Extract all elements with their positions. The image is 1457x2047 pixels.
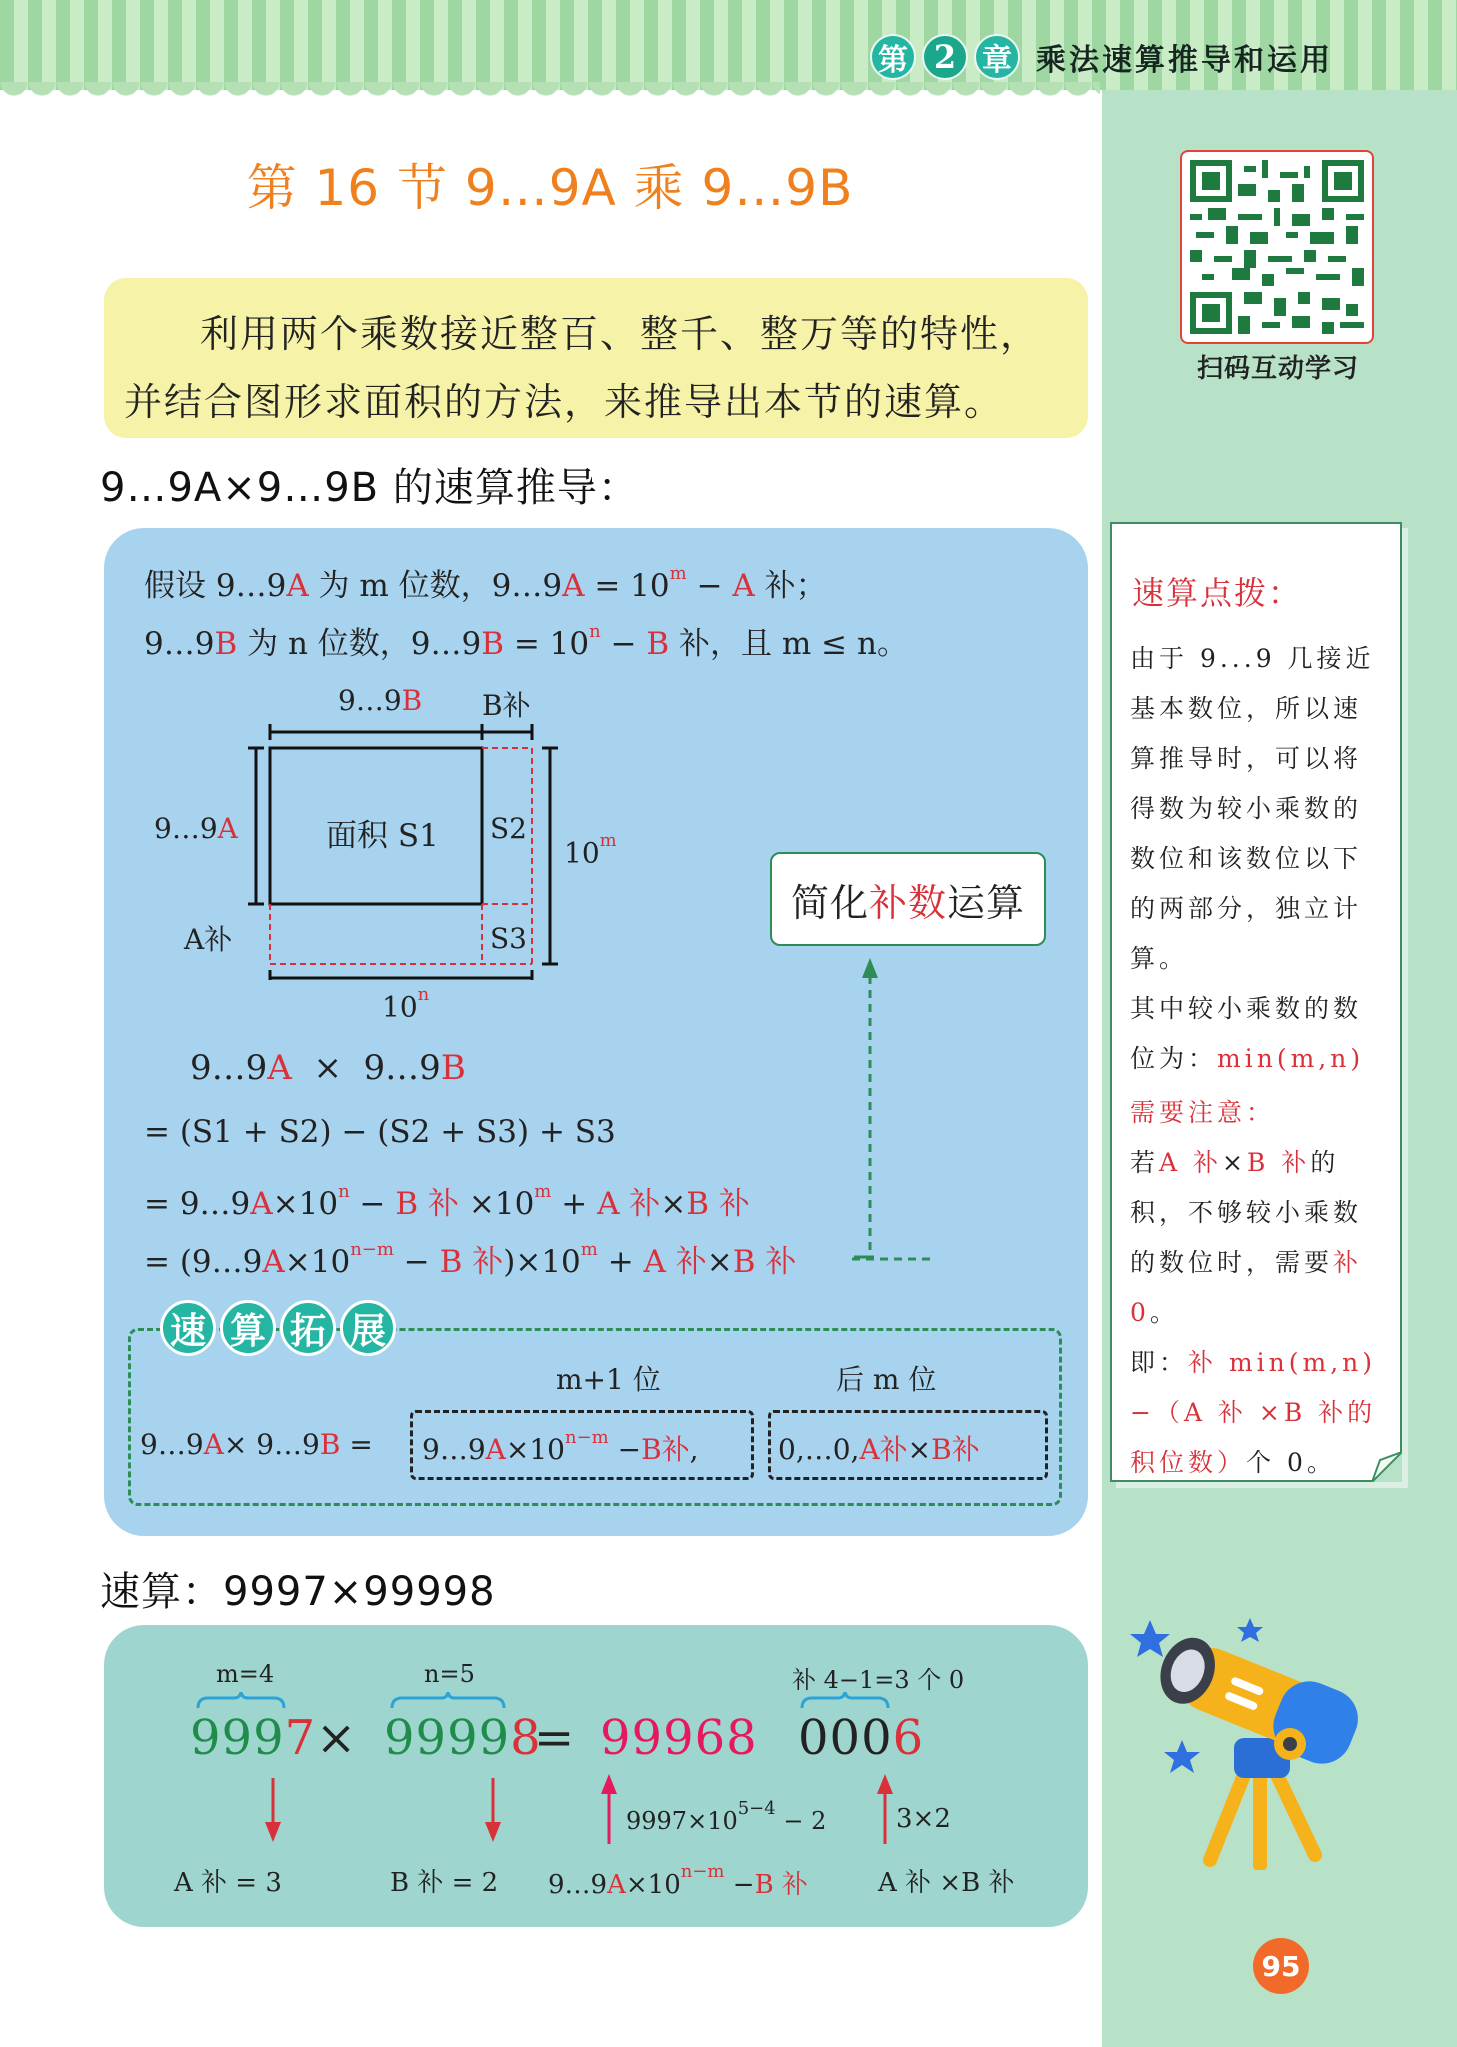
diagram-left-label: 9…9A [154, 812, 238, 845]
section-title: 第 16 节 9…9A 乘 9…9B [246, 159, 854, 217]
diagram-top-label: 9…9B [338, 684, 423, 717]
chapter-header [870, 30, 1333, 84]
intro-box [104, 278, 1088, 438]
hint-high: $9997\times 10^{5-4} - 2$ [626, 1798, 827, 1835]
arrow-up-high [594, 1774, 624, 1846]
tip-paragraph-2: 其中较小乘数的数位为：min(m,n) [1130, 994, 1365, 1073]
chapter-prefix: 第 [870, 34, 916, 80]
diagram-bottom-left-label: A补 [184, 923, 233, 956]
qr-caption: 扫码互动学习 [1196, 354, 1359, 384]
example-m-label: m=4 [216, 1660, 275, 1688]
eq-3-connector [852, 1254, 936, 1264]
example-n-label: n=5 [424, 1660, 475, 1688]
assumption-line-2: 9…9B 为 n 位数，9…9B = $10^n - B$ 补，且 m ≤ n。 [144, 620, 908, 662]
eq-0: 9…9A × 9…9B [190, 1048, 466, 1088]
arrow-down-a [258, 1778, 288, 1844]
example-heading: 速算：9997×99998 [100, 1569, 496, 1615]
tip-card [1110, 522, 1402, 1482]
callout-arrow [850, 956, 890, 1266]
intro-line-2: 并结合图形求面积的方法，来推导出本节的速算。 [124, 380, 1005, 424]
diagram-s2-label: S2 [490, 812, 527, 845]
example-b-comp: B 补 = 2 [390, 1868, 499, 1898]
example-result-high: 99968 [600, 1710, 758, 1766]
tip-title: 速算点拨： [1132, 574, 1303, 612]
example-comp-label: 补 4−1=3 个 0 [792, 1666, 965, 1694]
example-num2: 99998 [384, 1710, 542, 1766]
page-number: 95 [1253, 1938, 1309, 1994]
example-result-low: 0006 [798, 1710, 925, 1766]
extension-title: 速 算 拓 展 [160, 1300, 396, 1356]
eq-2: = $9\dots 9A\times 10^n - B$ 补 $\times 10^m + A$ 补×B 补 [144, 1180, 750, 1222]
arrow-down-b [478, 1778, 508, 1844]
qr-code[interactable] [1180, 150, 1374, 344]
example-num1: 9997 [190, 1710, 317, 1766]
telescope-icon [1130, 1610, 1390, 1870]
example-equals: = [534, 1710, 576, 1766]
eq-1: = (S1 + S2) − (S2 + S3) + S3 [144, 1114, 616, 1150]
ext-label-right: 后 m 位 [836, 1363, 937, 1396]
example-times: × [316, 1710, 358, 1766]
brace-n [390, 1692, 506, 1710]
brace-m [196, 1692, 286, 1710]
tip-paragraph-4: 即：补 min(m,n)−（A 补 ×B 补的积位数）个 0。 [1130, 1348, 1377, 1477]
formula-low: A 补 ×B 补 [878, 1868, 1015, 1898]
formula-high: $9\dots 9A\times 10^{n-m} -B$ 补 [548, 1861, 808, 1900]
top-band-scallop [0, 82, 1100, 98]
chapter-suffix: 章 [974, 34, 1020, 80]
tip-body [1130, 634, 1390, 1488]
ext-label-left: m+1 位 [556, 1363, 661, 1396]
diagram-bottom-label: 10$^n$ [382, 984, 430, 1024]
intro-line-1: 利用两个乘数接近整百、整千、整万等的特性， [200, 312, 1041, 356]
ext-lhs: 9…9A× 9…9B = [140, 1428, 373, 1461]
example-a-comp: A 补 = 3 [174, 1868, 282, 1898]
assumption-line-1: 假设 9…9A 为 m 位数，9…9A = $10^m - A$ 补； [144, 562, 827, 604]
diagram-s3-label: S3 [490, 922, 527, 955]
tip-paragraph-3: 若A 补×B 补的积，不够较小乘数的数位时，需要补 0。 [1130, 1148, 1363, 1327]
diagram-top-right-label: B补 [482, 689, 531, 722]
qr-code-icon [1190, 160, 1364, 334]
simplify-callout: 简化 补数 运算 [770, 852, 1046, 946]
ext-box-low-text: 0,…0,A补×B补 [778, 1433, 980, 1466]
tip-paragraph-1: 由于 9...9 几接近基本数位，所以速算推导时，可以将得数为较小乘数的数位和该数位以下的两部分，独立计算。 [1130, 644, 1375, 973]
chapter-title: 乘法速算推导和运用 [1036, 43, 1333, 78]
diagram-area-label: 面积 S1 [326, 818, 439, 854]
brace-comp [800, 1692, 890, 1710]
page-curl-icon [1372, 1452, 1402, 1482]
derivation-heading: 9…9A×9…9B 的速算推导： [100, 465, 639, 511]
ext-box-high-text: $9\dots 9A\times 10^{n-m} -B$补, [422, 1426, 699, 1466]
diagram-right-label: 10$^m$ [564, 830, 617, 870]
eq-3: = ($9\dots 9A\times 10^{n-m} - B$ 补)$\times 10^m + A$ 补×B 补 [144, 1238, 797, 1280]
hint-low: 3×2 [896, 1804, 951, 1834]
chapter-number: 2 [922, 34, 968, 80]
tip-attention: 需要注意： [1130, 1098, 1276, 1127]
